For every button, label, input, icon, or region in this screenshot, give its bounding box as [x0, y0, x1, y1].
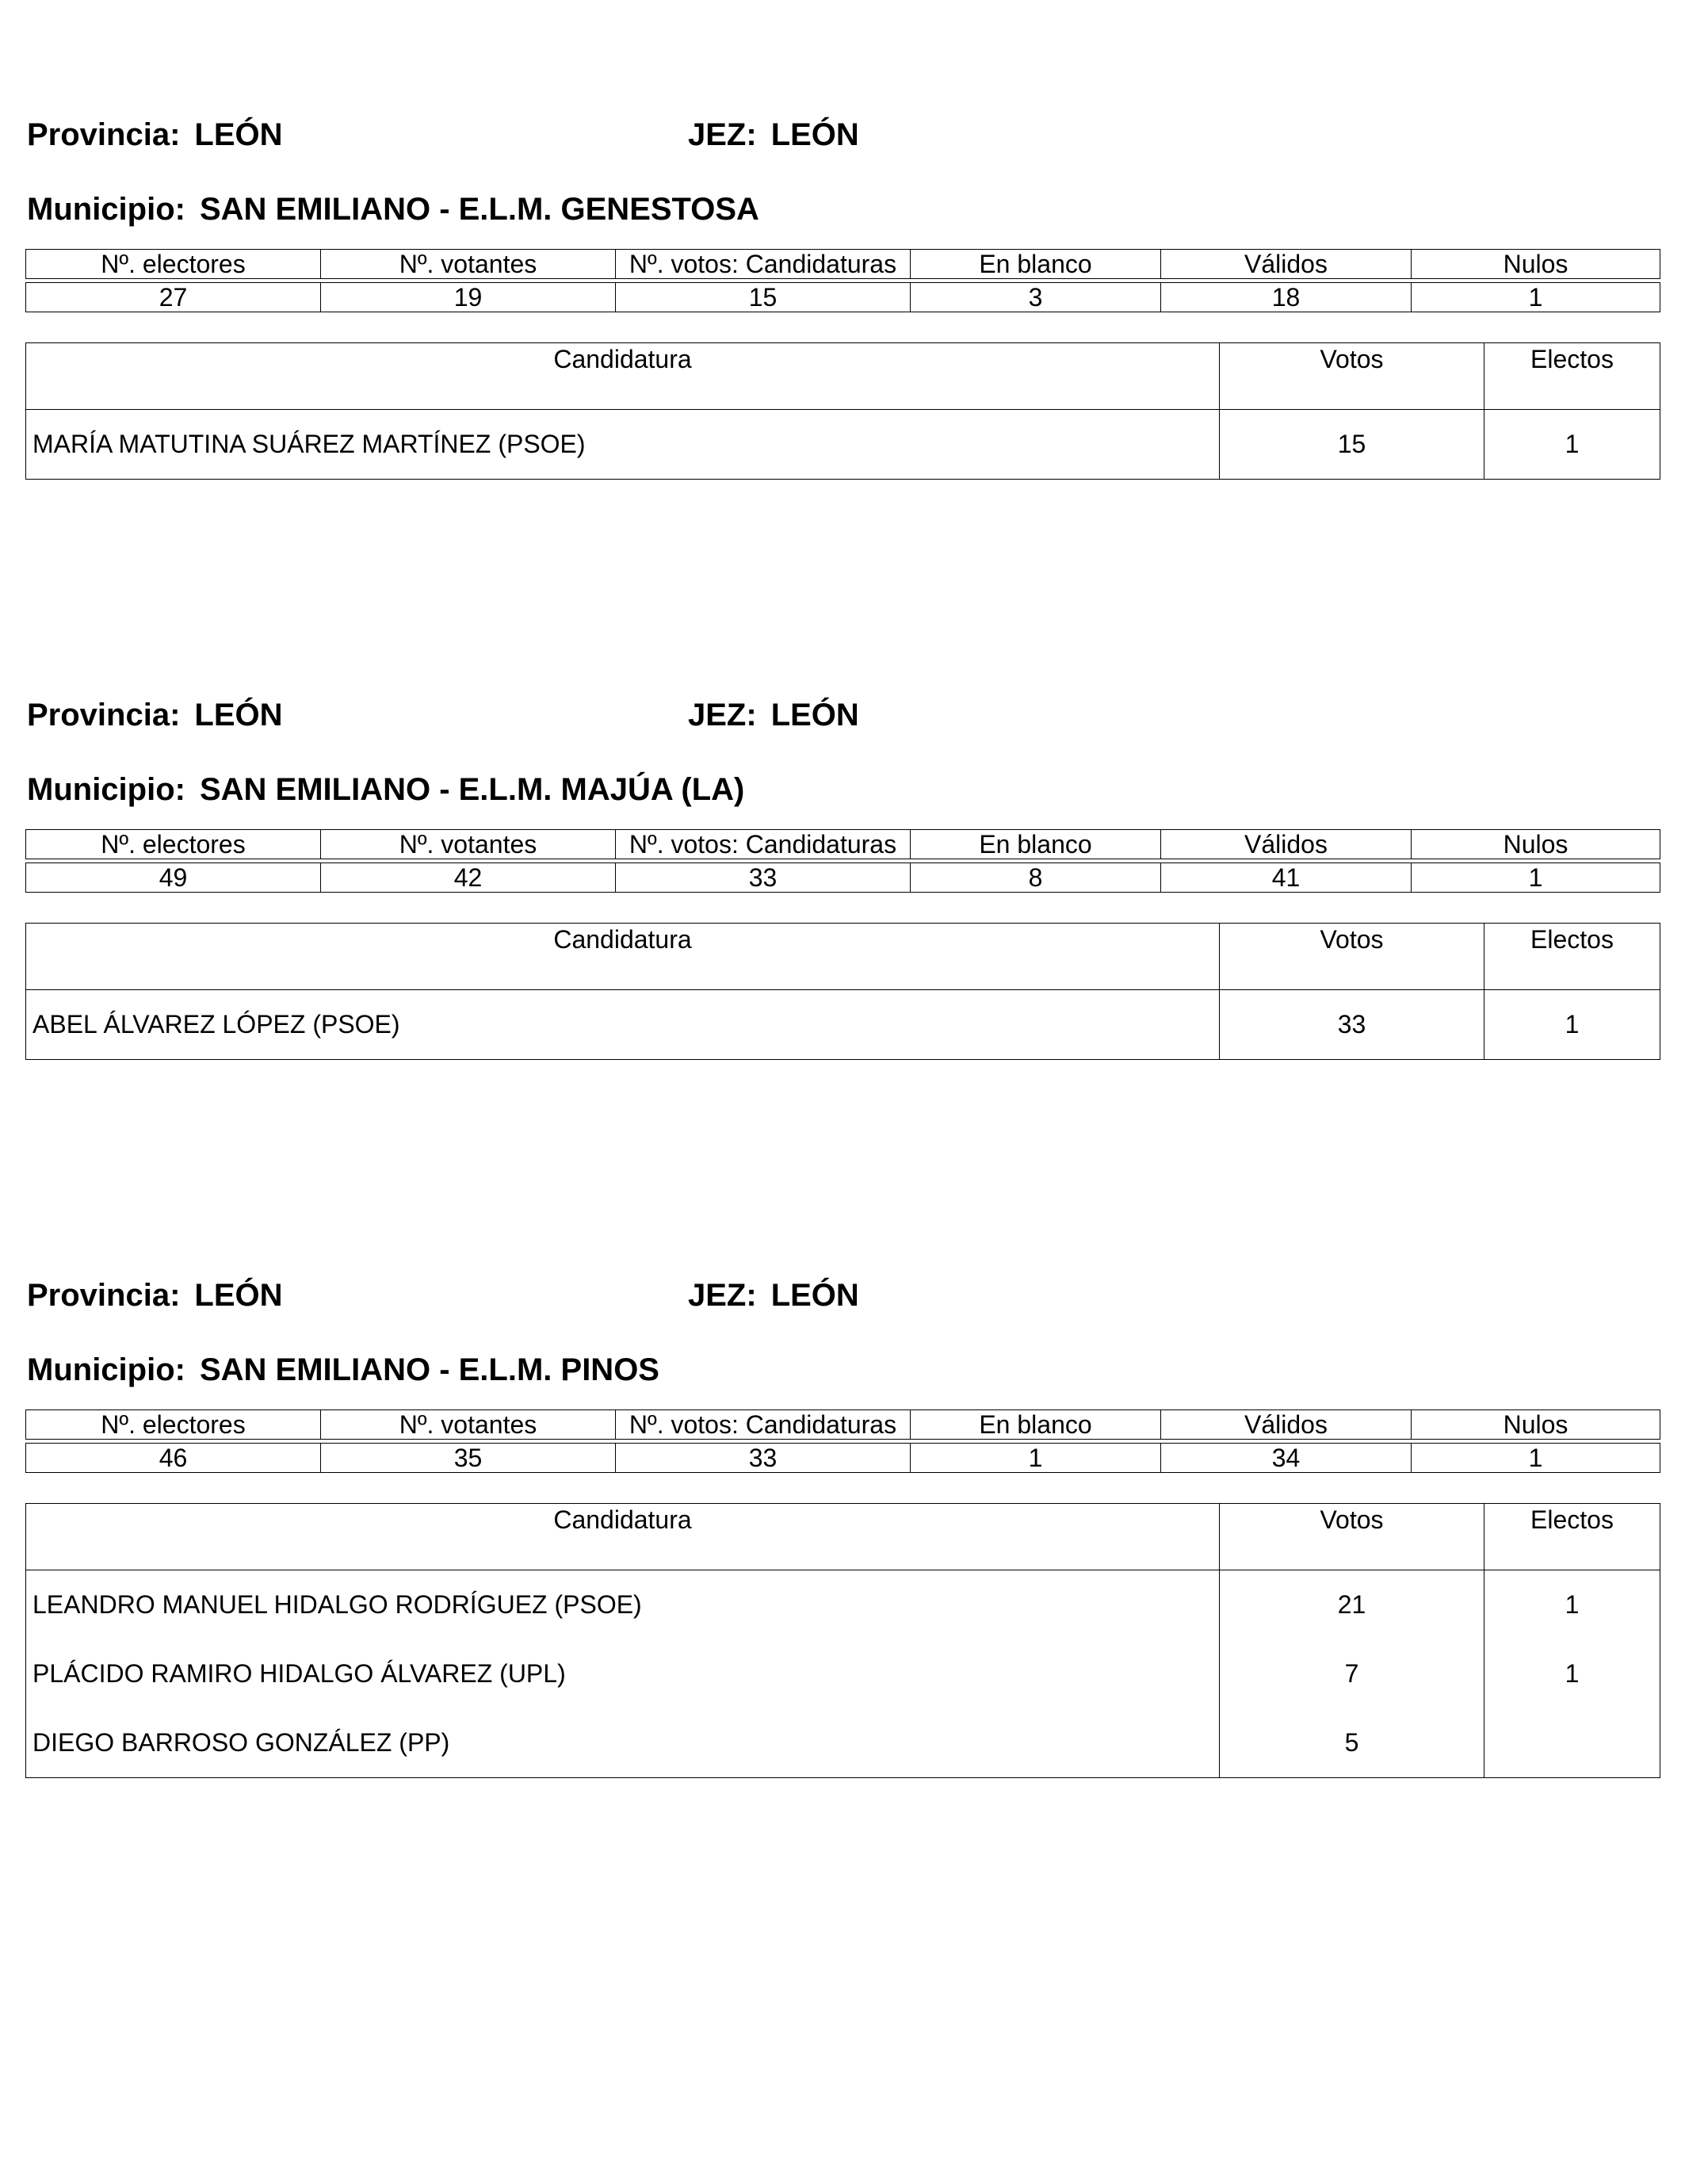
candidate-name: MARÍA MATUTINA SUÁREZ MARTÍNEZ (PSOE): [26, 410, 1220, 480]
header-votos-candidaturas: Nº. votos: Candidaturas: [616, 1410, 911, 1440]
header-votos-candidaturas: Nº. votos: Candidaturas: [616, 830, 911, 859]
value-votos-candidaturas: 33: [616, 1444, 911, 1473]
summary-header-row: [26, 830, 1660, 859]
header-nulos: Nulos: [1412, 250, 1660, 279]
candidate-electos: 1: [1484, 1570, 1660, 1640]
header-nulos: Nulos: [1412, 1410, 1660, 1440]
header-en-blanco: En blanco: [911, 250, 1161, 279]
candidate-votos: 7: [1220, 1639, 1484, 1708]
value-nulos: 1: [1412, 863, 1660, 893]
candidate-electos: 1: [1484, 1639, 1660, 1708]
candidate-name: PLÁCIDO RAMIRO HIDALGO ÁLVAREZ (UPL): [26, 1639, 1220, 1708]
candidate-votos: 5: [1220, 1708, 1484, 1778]
header-candidatura: Candidatura: [26, 1504, 1220, 1570]
value-votos-candidaturas: 15: [616, 283, 911, 312]
header-votantes: Nº. votantes: [321, 250, 616, 279]
value-nulos: 1: [1412, 1444, 1660, 1473]
summary-header-row: [26, 250, 1660, 279]
value-electores: 49: [26, 863, 321, 893]
candidate-electos: 1: [1484, 410, 1660, 480]
value-electores: 46: [26, 1444, 321, 1473]
section-genestosa: [25, 116, 1660, 458]
value-electores: 27: [26, 283, 321, 312]
header-validos: Válidos: [1161, 250, 1412, 279]
candidates-table: [25, 1503, 1660, 1778]
header-votos-candidaturas: Nº. votos: Candidaturas: [616, 250, 911, 279]
value-en-blanco: 1: [911, 1444, 1161, 1473]
header-votos: Votos: [1220, 924, 1484, 990]
candidates-header-row: [26, 924, 1660, 990]
summary-table: [25, 249, 1660, 312]
header-en-blanco: En blanco: [911, 1410, 1161, 1440]
table-row: [26, 1570, 1660, 1640]
header-votos: Votos: [1220, 343, 1484, 410]
candidate-electos: 1: [1484, 990, 1660, 1060]
header-electores: Nº. electores: [26, 250, 321, 279]
summary-value-row: [26, 863, 1660, 893]
table-row: [26, 990, 1660, 1060]
summary-table: [25, 1409, 1660, 1473]
value-en-blanco: 8: [911, 863, 1161, 893]
value-validos: 18: [1161, 283, 1412, 312]
provincia-heading: Provincia: LEÓN: [27, 1278, 283, 1313]
summary-value-row: [26, 1444, 1660, 1473]
summary-table: [25, 829, 1660, 893]
candidate-name: LEANDRO MANUEL HIDALGO RODRÍGUEZ (PSOE): [26, 1570, 1220, 1640]
section-pinos: [25, 1276, 1660, 1792]
provincia-heading: Provincia: LEÓN: [27, 117, 283, 152]
candidate-votos: 33: [1220, 990, 1484, 1060]
header-electores: Nº. electores: [26, 830, 321, 859]
header-en-blanco: En blanco: [911, 830, 1161, 859]
candidate-name: DIEGO BARROSO GONZÁLEZ (PP): [26, 1708, 1220, 1778]
header-electos: Electos: [1484, 343, 1660, 410]
value-en-blanco: 3: [911, 283, 1161, 312]
header-votantes: Nº. votantes: [321, 1410, 616, 1440]
header-votos: Votos: [1220, 1504, 1484, 1570]
header-electores: Nº. electores: [26, 1410, 321, 1440]
candidate-votos: 21: [1220, 1570, 1484, 1640]
candidate-electos: [1484, 1708, 1660, 1778]
provincia-heading: Provincia: LEÓN: [27, 698, 283, 732]
municipio-heading: Municipio: SAN EMILIANO - E.L.M. MAJÚA (LA): [27, 772, 745, 807]
municipio-heading: Municipio: SAN EMILIANO - E.L.M. GENESTOSA: [27, 192, 759, 227]
value-validos: 41: [1161, 863, 1412, 893]
table-row: [26, 410, 1660, 480]
value-votantes: 19: [321, 283, 616, 312]
header-electos: Electos: [1484, 1504, 1660, 1570]
value-nulos: 1: [1412, 283, 1660, 312]
candidates-table: [25, 342, 1660, 480]
value-votantes: 35: [321, 1444, 616, 1473]
header-candidatura: Candidatura: [26, 924, 1220, 990]
header-validos: Válidos: [1161, 830, 1412, 859]
value-validos: 34: [1161, 1444, 1412, 1473]
jez-heading: JEZ: LEÓN: [688, 1278, 859, 1313]
candidates-table: [25, 923, 1660, 1060]
header-validos: Válidos: [1161, 1410, 1412, 1440]
table-row: [26, 1708, 1660, 1778]
candidates-header-row: [26, 1504, 1660, 1570]
header-candidatura: Candidatura: [26, 343, 1220, 410]
table-row: [26, 1639, 1660, 1708]
jez-heading: JEZ: LEÓN: [688, 117, 859, 152]
candidate-name: ABEL ÁLVAREZ LÓPEZ (PSOE): [26, 990, 1220, 1060]
summary-value-row: [26, 283, 1660, 312]
jez-heading: JEZ: LEÓN: [688, 698, 859, 732]
value-votos-candidaturas: 33: [616, 863, 911, 893]
header-electos: Electos: [1484, 924, 1660, 990]
section-majua: [25, 696, 1660, 1038]
header-nulos: Nulos: [1412, 830, 1660, 859]
header-votantes: Nº. votantes: [321, 830, 616, 859]
candidates-header-row: [26, 343, 1660, 410]
municipio-heading: Municipio: SAN EMILIANO - E.L.M. PINOS: [27, 1352, 659, 1387]
candidate-votos: 15: [1220, 410, 1484, 480]
value-votantes: 42: [321, 863, 616, 893]
summary-header-row: [26, 1410, 1660, 1440]
